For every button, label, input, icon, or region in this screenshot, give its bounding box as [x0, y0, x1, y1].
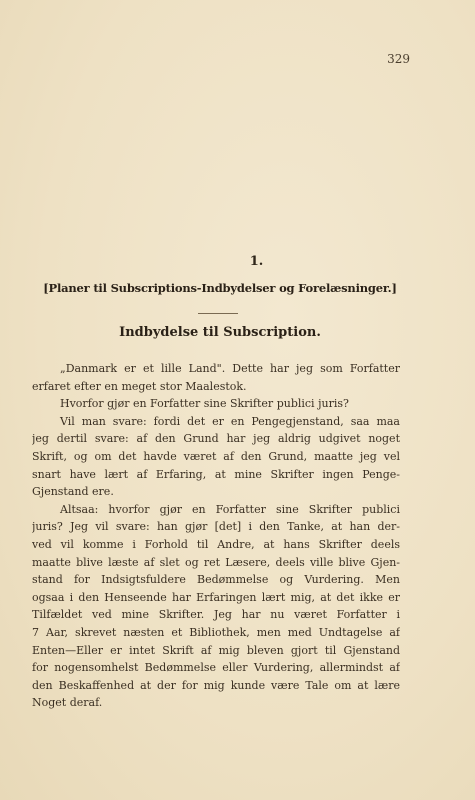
text-line: Hvorfor gjør en Forfatter sine Skrifter publici juris? [60, 397, 349, 411]
body-text [32, 360, 400, 712]
text-line: for nogensomhelst Bedømmelse eller Vurdering, allermindst af [32, 661, 400, 675]
divider-rule [198, 313, 238, 314]
text-line: ved vil komme i Forhold til Andre, at hans Skrifter deels [32, 537, 400, 551]
text-line: snart have lært af Erfaring, at mine Skrifter ingen Penge- [32, 467, 400, 481]
text-line: jeg dertil svare: af den Grund har jeg aldrig udgivet noget [32, 432, 400, 446]
text-line: „Danmark er et lille Land". Dette har jeg som Forfatter [60, 362, 400, 375]
text-line: Skrift, og om det havde været af den Grund, maatte jeg vel [32, 449, 400, 463]
page-number: 329 [387, 52, 410, 66]
text-line: Enten—Eller er intet Skrift af mig bleven gjort til Gjenstand [32, 643, 400, 657]
section-number: 1. [249, 254, 264, 269]
section-title: [Planer til Subscriptions-Indbydelser og Forelæsninger.] [43, 281, 397, 295]
text-line: Vil man svare: fordi det er en Pengegjenstand, saa maa [60, 414, 400, 428]
text-line: juris? Jeg vil svare: han gjør [det] i den Tanke, at han der- [32, 520, 400, 534]
text-line: Altsaa: hvorfor gjør en Forfatter sine Skrifter publici [60, 502, 400, 516]
text-line: stand for Indsigtsfuldere Bedømmelse og Vurdering. Men [32, 573, 400, 587]
text-line: den Beskaffenhed at der for mig kunde være Tale om at lære [32, 678, 400, 692]
chapter-heading: Indbydelse til Subscription. [119, 325, 321, 340]
text-line: Noget deraf. [32, 696, 103, 710]
text-line: ogsaa i den Henseende har Erfaringen lært mig, at det ikke er [32, 590, 400, 604]
text-line: Gjenstand ere. [32, 485, 114, 499]
text-line: maatte blive læste af slet og ret Læsere, deels ville blive Gjen- [32, 555, 400, 569]
text-line: erfaret efter en meget stor Maalestok. [32, 379, 247, 393]
text-line: 7 Aar, skrevet næsten et Bibliothek, men med Undtagelse af [32, 625, 400, 639]
text-line: Tilfældet ved mine Skrifter. Jeg har nu været Forfatter i [32, 608, 400, 622]
